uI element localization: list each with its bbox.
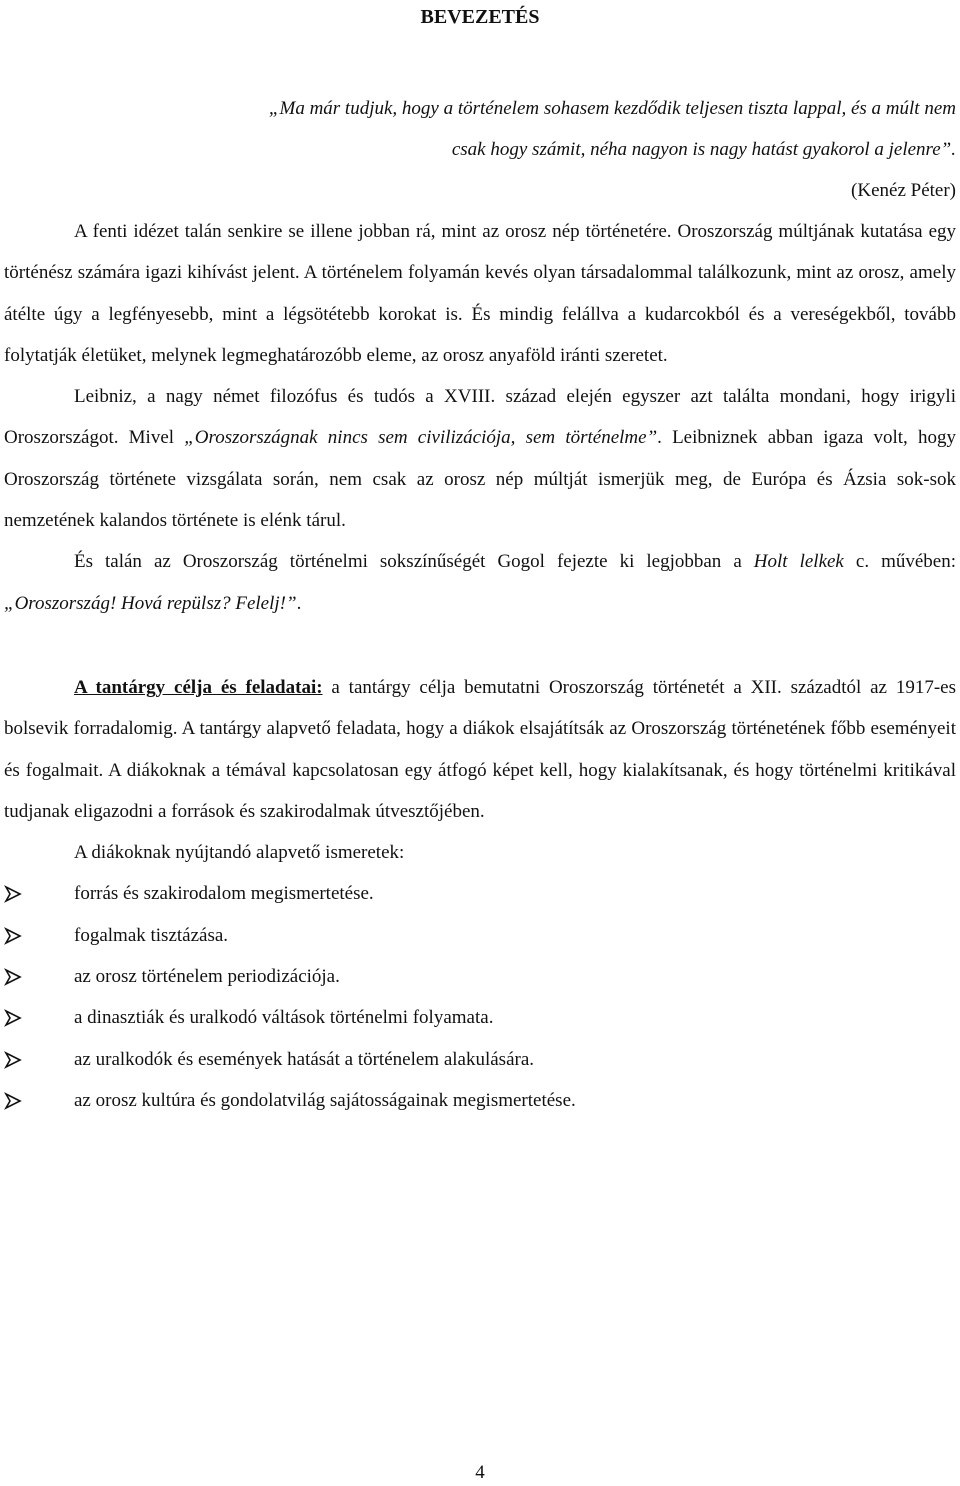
paragraph-leibniz bbox=[4, 376, 956, 541]
course-goals-paragraph bbox=[4, 667, 956, 832]
list-item-text: fogalmak tisztázása. bbox=[74, 924, 229, 946]
list-item bbox=[4, 956, 956, 997]
paragraph-gogol-text-2: c. művében: bbox=[843, 551, 957, 573]
paragraph-gogol bbox=[4, 541, 956, 624]
gogol-quote: „Oroszország! Hová repülsz? Felelj!” bbox=[4, 592, 297, 614]
list-item bbox=[4, 1039, 956, 1080]
list-item-text: az uralkodók és események hatását a történelem alakulására. bbox=[74, 1048, 535, 1070]
paragraph-leibniz-text-1: Leibniz, a nagy német filozófus és tudós a XVIII. század elején egyszer azt találta mondani, hogy irigyli Oroszországot. Mivel bbox=[4, 386, 956, 449]
epigraph-line-1: „Ma már tudjuk, hogy a történelem sohasem kezdődik teljesen tiszta lappal, és a múlt nem bbox=[268, 98, 956, 119]
paragraph-leibniz-text-2: . Leibniznek abban igaza volt, hogy Oroszország története vizsgálata során, nem csak az orosz nép múltját ismerjük meg, de Európa és Ázsia sok-sok nemzetének kalandos története is elénk tárul. bbox=[4, 427, 956, 532]
epigraph-author: (Kenéz Péter) bbox=[851, 180, 956, 201]
course-goals-text: a tantárgy célja bemutatni Oroszország történetét a XII. századtól az 1917-es bolsevik forradalomig. A tantárgy alapvető feladata, hogy a diákok elsajátítsák az Oroszország történetének főbb eseményeit és fogalmait. A diákoknak a témával kapcsolatosan egy átfogó képet kell, hogy kialakítsanak, és hogy történelmi kritikával tudjanak eligazodni a források és szakirodalmak útvesztőjében. bbox=[4, 676, 956, 822]
page-title: BEVEZETÉS bbox=[420, 6, 540, 28]
course-goals-heading: A tantárgy célja és feladatai: bbox=[74, 676, 323, 698]
leibniz-quote: „Oroszországnak nincs sem civilizációja, sem történelme” bbox=[184, 427, 658, 449]
list-item-text: az orosz kultúra és gondolatvilág sajátosságainak megismertetése. bbox=[74, 1089, 576, 1111]
arrow-bullet-icon bbox=[4, 1009, 22, 1027]
list-item bbox=[4, 873, 956, 914]
knowledge-intro: A diákoknak nyújtandó alapvető ismeretek: bbox=[74, 842, 405, 864]
list-item-text: a dinasztiák és uralkodó váltások történelmi folyamata. bbox=[74, 1007, 494, 1029]
knowledge-list bbox=[4, 873, 956, 1121]
paragraph-gogol-text-3: . bbox=[296, 592, 302, 614]
list-item bbox=[4, 1080, 956, 1121]
arrow-bullet-icon bbox=[4, 927, 22, 945]
gogol-work-title: Holt lelkek bbox=[753, 551, 844, 573]
page-content bbox=[4, 0, 956, 1121]
page-number: 4 bbox=[475, 1462, 485, 1483]
arrow-bullet-icon bbox=[4, 968, 22, 986]
arrow-bullet-icon bbox=[4, 885, 22, 903]
arrow-bullet-icon bbox=[4, 1092, 22, 1110]
epigraph-line-2: csak hogy számit, néha nagyon is nagy hatást gyakorol a jelenre”. bbox=[451, 139, 956, 160]
course-goals-section bbox=[4, 667, 956, 1121]
list-item bbox=[4, 997, 956, 1038]
list-item-text: forrás és szakirodalom megismertetése. bbox=[74, 883, 374, 905]
list-item-text: az orosz történelem periodizációja. bbox=[74, 966, 340, 988]
arrow-bullet-icon bbox=[4, 1051, 22, 1069]
epigraph bbox=[4, 88, 956, 170]
paragraph-gogol-text-1: És talán az Oroszország történelmi sokszínűségét Gogol fejezte ki legjobban a bbox=[74, 551, 754, 573]
list-item bbox=[4, 915, 956, 956]
paragraph-intro: A fenti idézet talán senkire se illene jobban rá, mint az orosz nép történetére. Oroszország múltjának kutatása egy történész számára igazi kihívást jelent. A történelem folyamán kevés olyan társadalommal találkozunk, mint az orosz, amely átélte úgy a legfényesebb, mint a légsötétebb korokat is. És mindig felállva a kudarcokból és a vereségekből, tovább folytatják életüket, melynek legmeghatározóbb eleme, az orosz anyaföld iránti szeretet. bbox=[4, 221, 956, 366]
